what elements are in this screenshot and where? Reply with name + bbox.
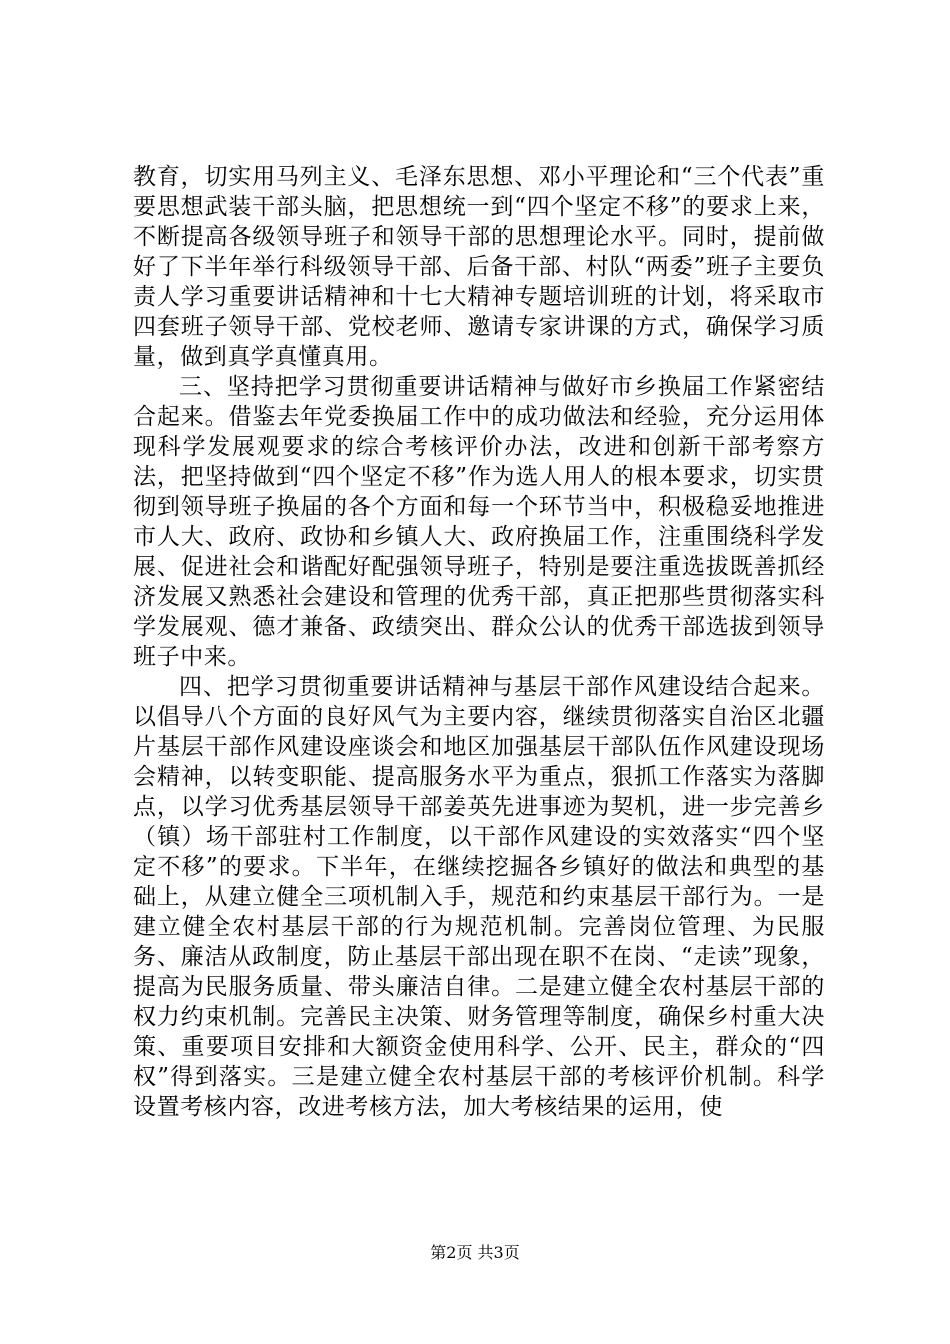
paragraph-continuation: 教育，切实用马列主义、毛泽东思想、邓小平理论和“三个代表”重要思想武装干部头脑，把思想统一到“四个坚定不移”的要求上来，不断提高各级领导班子和领导干部的思想理论水平。同时，提前做好了下半年举行科级领导干部、后备干部、村队“两委”班子主要负责人学习重要讲话精神和十七大精神专题培训班的计划，将采取市四套班子领导干部、党校老师、邀请专家讲课的方式，确保学习质量，做到真学真懂真用。 [133, 164, 825, 370]
page-footer [0, 1243, 950, 1263]
document-body [133, 162, 825, 1122]
paragraph-section-four: 四、把学习贯彻重要讲话精神与基层干部作风建设结合起来。以倡导八个方面的良好风气为主要内容，继续贯彻落实自治区北疆片基层干部作风建设座谈会和地区加强基层干部队伍作风建设现场会精神，以转变职能、提高服务水平为重点，狠抓工作落实为落脚点，以学习优秀基层领导干部姜英先进事迹为契机，进一步完善乡（镇）场干部驻村工作制度，以干部作风建设的实效落实“四个坚定不移”的要求。下半年，在继续挖掘各乡镇好的做法和典型的基础上，从建立健全三项机制入手，规范和约束基层干部行为。一是建立健全农村基层干部的行为规范机制。完善岗位管理、为民服务、廉洁从政制度，防止基层干部出现在职不在岗、“走读”现象，提高为民服务质量、带头廉洁自律。二是建立健全农村基层干部的权力约束机制。完善民主决策、财务管理等制度，确保乡村重大决策、重要项目安排和大额资金使用科学、公开、民主，群众的“四权”得到落实。三是建立健全农村基层干部的考核评价机制。科学设置考核内容，改进考核方法，加大考核结果的运用，使 [133, 674, 825, 1120]
page-number: 第2页 共3页 [430, 1243, 520, 1262]
paragraph-section-three: 三、坚持把学习贯彻重要讲话精神与做好市乡换届工作紧密结合起来。借鉴去年党委换届工作中的成功做法和经验，充分运用体现科学发展观要求的综合考核评价办法，改进和创新干部考察方法，把坚持做到“四个坚定不移”作为选人用人的根本要求，切实贯彻到领导班子换届的各个方面和每一个环节当中，积极稳妥地推进市人大、政府、政协和乡镇人大、政府换届工作，注重围绕科学发展、促进社会和谐配好配强领导班子，特别是要注重选拔既善抓经济发展又熟悉社会建设和管理的优秀干部，真正把那些贯彻落实科学发展观、德才兼备、政绩突出、群众公认的优秀干部选拔到领导班子中来。 [133, 374, 825, 670]
